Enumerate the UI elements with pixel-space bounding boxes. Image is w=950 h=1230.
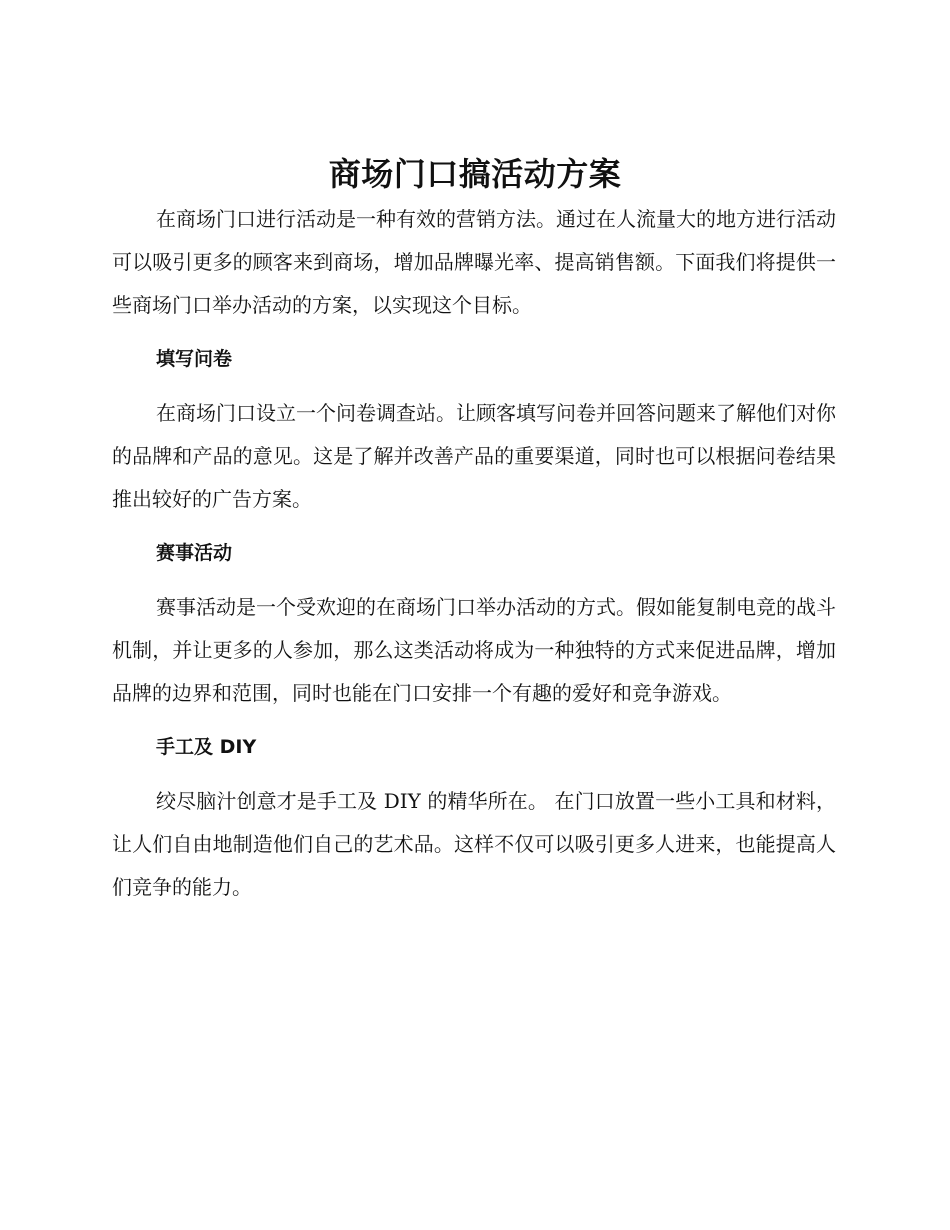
document-title: 商场门口搞活动方案 (328, 155, 622, 193)
section-paragraph-diy: 绞尽脑汁创意才是手工及 DIY 的精华所在。 在门口放置一些小工具和材料，让人们自由地制造他们自己的艺术品。这样不仅可以吸引更多人进来，也能提高人们竞争的能力。 (112, 789, 836, 899)
section-paragraph-competition: 赛事活动是一个受欢迎的在商场门口举办活动的方式。假如能复制电竞的战斗机制，并让更多的人参加，那么这类活动将成为一种独特的方式来促进品牌，增加品牌的边界和范围，同时也能在门口安排一个有趣的爱好和竞争游戏。 (112, 595, 836, 705)
intro-paragraph: 在商场门口进行活动是一种有效的营销方法。通过在人流量大的地方进行活动可以吸引更多的顾客来到商场，增加品牌曝光率、提高销售额。下面我们将提供一些商场门口举办活动的方案，以实现这个目标。 (112, 207, 836, 317)
section-heading-diy: 手工及 DIY (156, 736, 257, 758)
section-paragraph-survey: 在商场门口设立一个问卷调查站。让顾客填写问卷并回答问题来了解他们对你的品牌和产品的意见。这是了解并改善产品的重要渠道，同时也可以根据问卷结果推出较好的广告方案。 (112, 401, 836, 511)
document-body (112, 198, 836, 909)
section-heading-competition: 赛事活动 (156, 542, 233, 564)
section-heading-survey: 填写问卷 (156, 348, 233, 370)
